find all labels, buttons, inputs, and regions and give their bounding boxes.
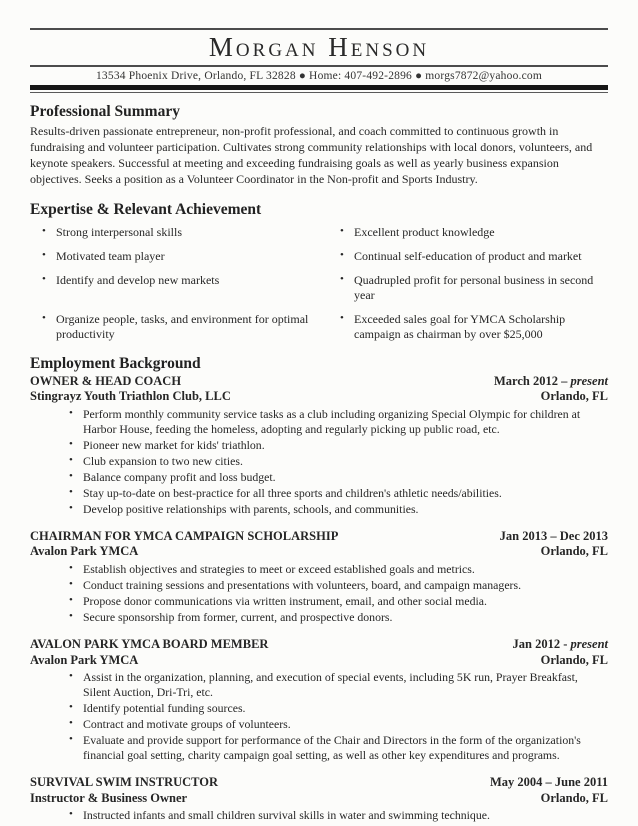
header-thick-divider — [30, 85, 608, 93]
job-bullet-list — [66, 808, 608, 823]
job-bullet: • Stay up-to-date on best-practice for all three sports and children's athletic needs/abilities. — [66, 486, 608, 501]
job-company: Avalon Park YMCA — [30, 544, 139, 559]
job-company: Instructor & Business Owner — [30, 790, 188, 805]
job-entry — [30, 637, 608, 763]
contact-line: 13534 Phoenix Drive, Orlando, FL 32828 ● Home: 407-492-2896 ● morgs7872@yahoo.com — [95, 70, 543, 82]
job-dates — [500, 529, 608, 545]
job-entry — [30, 374, 608, 517]
job-date-range: May 2004 – June 2011 — [489, 775, 608, 790]
job-bullet: • Propose donor communications via written instrument, email, and other social media. — [66, 594, 608, 609]
job-title: AVALON PARK YMCA BOARD MEMBER — [30, 636, 269, 651]
job-location: Orlando, FL — [540, 652, 608, 667]
job-bullet: • Contract and motivate groups of volunteers. — [66, 717, 608, 732]
job-date-present: present — [570, 373, 608, 388]
job-location: Orlando, FL — [540, 389, 608, 404]
job-bullet-list — [66, 562, 608, 625]
skills-grid — [30, 222, 608, 342]
job-dates — [513, 637, 609, 653]
job-bullet: • Establish objectives and strategies to meet or exceed established goals and metrics. — [66, 562, 608, 577]
skill-item: • Excellent product knowledge — [336, 225, 608, 240]
job-bullet: • Assist in the organization, planning, and execution of special events, including 5K run, Prayer Breakfast, Silent Auction, Dri-Tri, etc. — [66, 670, 608, 700]
job-company: Avalon Park YMCA — [30, 652, 139, 667]
job-title-row — [30, 775, 608, 791]
job-company-row — [30, 791, 608, 807]
section-professional-summary — [30, 103, 608, 188]
job-bullet: • Instructed infants and small children survival skills in water and swimming technique. — [66, 808, 608, 823]
job-title: CHAIRMAN FOR YMCA CAMPAIGN SCHOLARSHIP — [30, 528, 339, 543]
skill-item: • Quadrupled profit for personal business in second year — [336, 273, 608, 303]
job-date-range: March 2012 – — [494, 373, 571, 388]
job-bullet-list — [66, 407, 608, 517]
job-company-row — [30, 653, 608, 669]
job-bullet: • Develop positive relationships with parents, schools, and communities. — [66, 502, 608, 517]
job-title: SURVIVAL SWIM INSTRUCTOR — [30, 775, 219, 790]
skill-item: • Identify and develop new markets — [38, 273, 310, 303]
top-divider — [30, 28, 608, 30]
skill-item: • Motivated team player — [38, 249, 310, 264]
job-bullet-list — [66, 670, 608, 763]
job-bullet: • Evaluate and provide support for performance of the Chair and Directors in the form of the organization's financial goal setting, charity campaign goal setting, as well as other key expenditures and programs. — [66, 733, 608, 763]
candidate-name: Morgan Henson — [208, 32, 430, 62]
skill-item: • Exceeded sales goal for YMCA Scholarship campaign as chairman by over $25,000 — [336, 312, 608, 342]
section-employment — [30, 355, 608, 823]
skill-item: • Continual self-education of product and market — [336, 249, 608, 264]
job-date-range: Jan 2012 - — [512, 636, 571, 651]
job-bullet: • Balance company profit and loss budget. — [66, 470, 608, 485]
skill-item: • Strong interpersonal skills — [38, 225, 310, 240]
skill-item: • Organize people, tasks, and environment for optimal productivity — [38, 312, 310, 342]
job-bullet: • Club expansion to two new cities. — [66, 454, 608, 469]
job-company-row — [30, 544, 608, 560]
professional-summary-title: Professional Summary — [30, 103, 180, 120]
job-location: Orlando, FL — [540, 544, 608, 559]
professional-summary-text: Results-driven passionate entrepreneur, non-profit professional, and coach committed to continuous growth in fundraising and volunteer participation. Cultivates strong community relationships with local donors, volunteers, and keynote speakers. Successful at meeting and exceeding fundraising goals as well as yearly business expansion objectives. Seeks a position as a Volunteer Coordinator in the Non-profit and Sports Industry. — [30, 124, 593, 186]
employment-title: Employment Background — [30, 354, 201, 372]
job-title-row — [30, 529, 608, 545]
job-date-range: Jan 2013 – Dec 2013 — [499, 528, 608, 543]
section-expertise — [30, 201, 608, 342]
job-title: OWNER & HEAD COACH — [30, 373, 182, 388]
job-title-row — [30, 374, 608, 390]
job-date-present: present — [570, 636, 608, 651]
job-entry — [30, 529, 608, 625]
job-bullet: • Secure sponsorship from former, current, and prospective donors. — [66, 610, 608, 625]
job-location: Orlando, FL — [540, 790, 608, 805]
expertise-title: Expertise & Relevant Achievement — [30, 200, 262, 218]
job-dates — [494, 374, 608, 390]
job-bullet: • Conduct training sessions and presentations with volunteers, board, and campaign managers. — [66, 578, 608, 593]
job-company: Stingrayz Youth Triathlon Club, LLC — [30, 389, 231, 404]
job-bullet: • Pioneer new market for kids' triathlon. — [66, 438, 608, 453]
job-bullet: • Identify potential funding sources. — [66, 701, 608, 716]
job-title-row — [30, 637, 608, 653]
job-entry — [30, 775, 608, 823]
job-bullet: • Perform monthly community service tasks as a club including organizing Special Olympic for children at Harbor House, feeding the homeless, adopting and regularly picking up public road, etc. — [66, 407, 608, 437]
job-company-row — [30, 389, 608, 405]
job-dates — [490, 775, 608, 791]
name-divider — [30, 65, 608, 67]
